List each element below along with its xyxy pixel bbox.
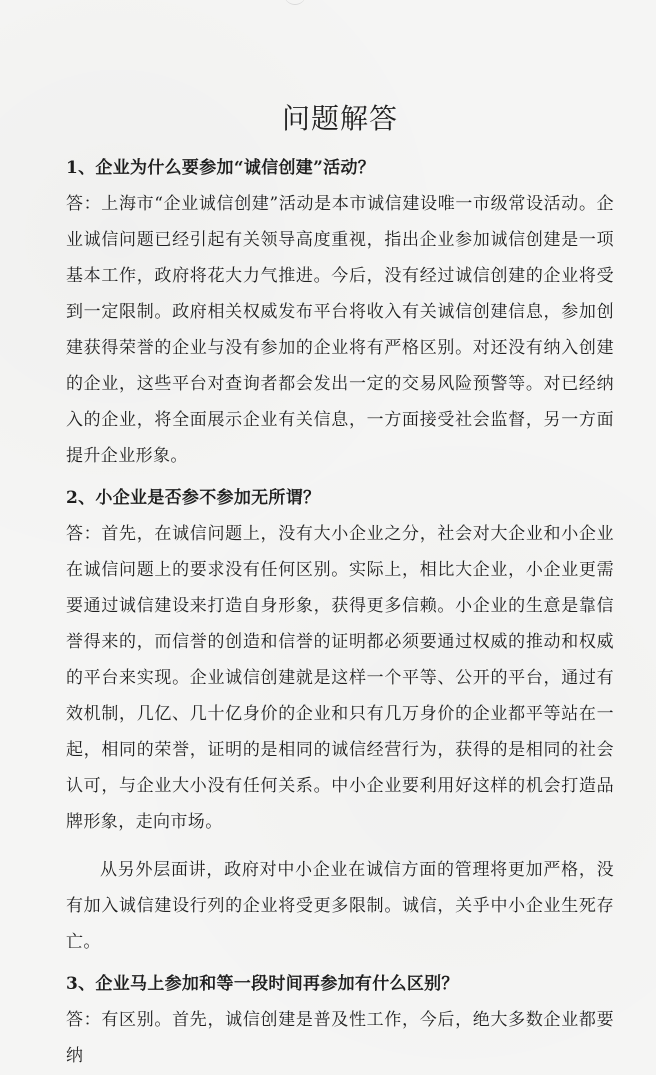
page-title: 问题解答 [281,102,398,135]
answer-2-extra: 从另外层面讲，政府对中小企业在诚信方面的管理将更加严格，没有加入诚信建设行列的企业将受更多限制。诚信，关乎中小企业生死存亡。 [66,860,614,952]
question-2: 2、小企业是否参不参加无所谓？ [66,488,321,508]
answer-1: 答：上海市“企业诚信创建”活动是本市诚信建设唯一市级常设活动。企业诚信问题已经引起有关领导高度重视，指出企业参加诚信创建是一项基本工作，政府将花大力气推进。今后，没有经过诚信创建的企业将受到一定限制。政府相关权威发布平台将收入有关诚信创建信息，参加创建获得荣誉的企业与没有参加的企业将有严格区别。对还没有纳入创建的企业，这些平台对查询者都会发出一定的交易风险预警等。对已经纳入的企业，将全面展示企业有关信息，一方面接受社会监督，另一方面提升企业形象。 [66,194,614,466]
answer-3: 答：有区别。首先，诚信创建是普及性工作，今后，绝大多数企业都要纳 [66,1010,614,1066]
question-1: 1、企业为什么要参加“诚信创建”活动？ [66,158,376,178]
question-3: 3、企业马上参加和等一段时间再参加有什么区别？ [66,974,459,994]
answer-2: 答：首先，在诚信问题上，没有大小企业之分，社会对大企业和小企业在诚信问题上的要求没有任何区别。实际上，相比大企业，小企业更需要通过诚信建设来打造自身形象，获得更多信赖。小企业的生意是靠信誉得来的，而信誉的创造和信誉的证明都必须要通过权威的推动和权威的平台来实现。企业诚信创建就是这样一个平等、公开的平台，通过有效机制，几亿、几十亿身价的企业和只有几万身价的企业都平等站在一起，相同的荣誉，证明的是相同的诚信经营行为，获得的是相同的社会认可，与企业大小没有任何关系。中小企业要利用好这样的机会打造品牌形象，走向市场。 [66,524,614,832]
scan-edge-mark [284,0,306,5]
